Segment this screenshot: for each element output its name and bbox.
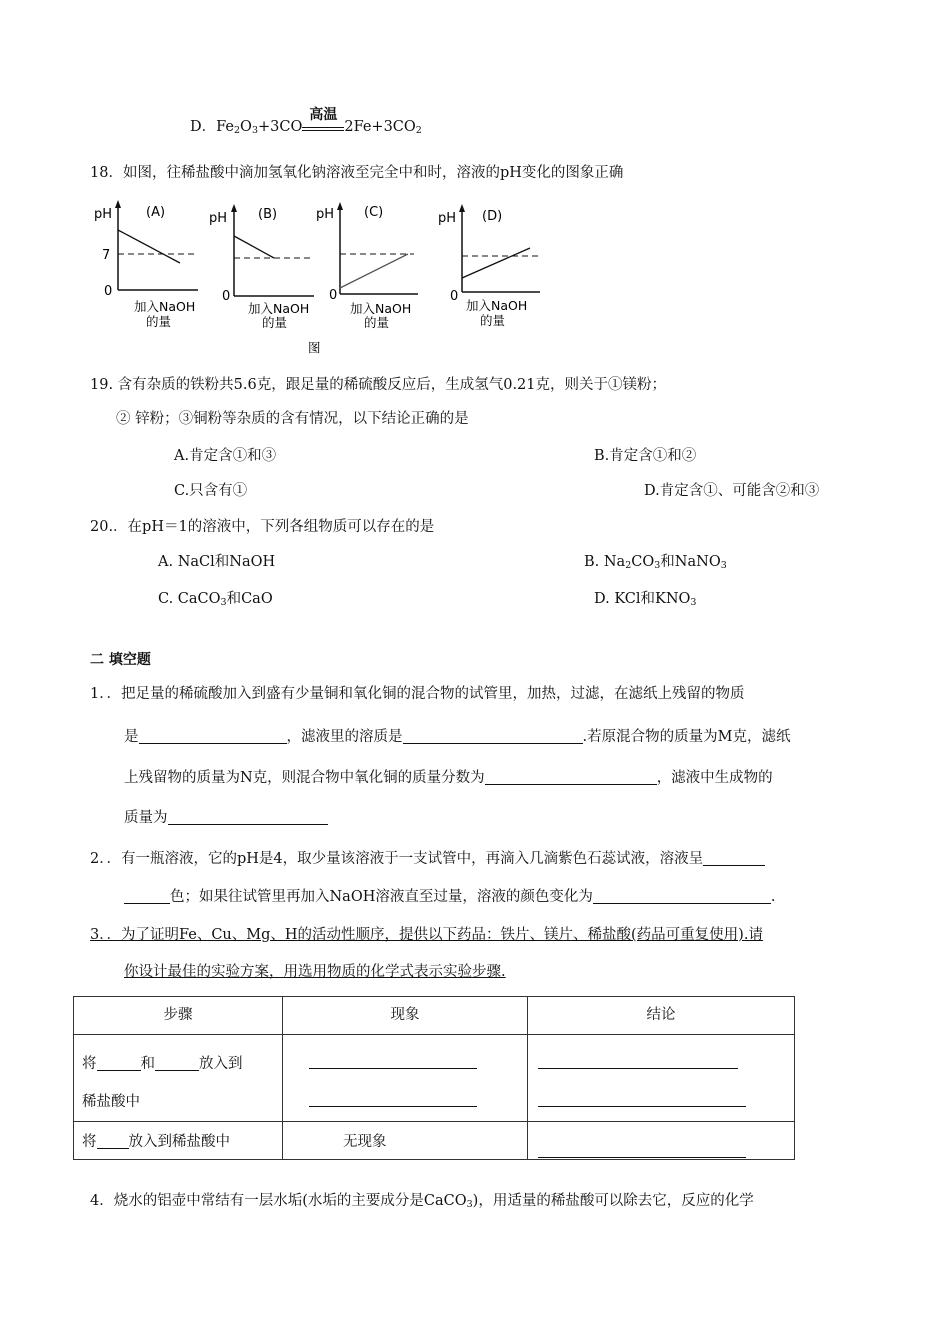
graph-c-zero: 0 bbox=[329, 288, 338, 303]
blank-conclusion-1a[interactable] bbox=[538, 1067, 738, 1069]
q17-option-d: D．$Fe_2O_3+3CO$ 高温 $2Fe+3CO_2$ bbox=[190, 107, 422, 136]
graph-a-zero: 0 bbox=[104, 284, 113, 299]
conclusion-2 bbox=[528, 1122, 795, 1160]
q19-option-a: A.肯定含①和③ bbox=[174, 448, 277, 464]
graph-b-xlabel: 加入NaOH bbox=[248, 301, 310, 316]
graph-d-zero: 0 bbox=[450, 289, 459, 304]
q19-option-b: B.肯定含①和② bbox=[594, 448, 697, 464]
blank-residue[interactable] bbox=[139, 728, 287, 744]
q20-option-d: D. KCl和$KNO_3$ bbox=[594, 591, 697, 608]
graph-a-ylabel: pH bbox=[94, 207, 113, 222]
blank-phenomenon-1b[interactable] bbox=[309, 1105, 477, 1107]
graph-d-xlabel2: 的量 bbox=[480, 313, 506, 328]
header-step: 步骤 bbox=[74, 997, 283, 1035]
step-2: 将 放入到稀盐酸中 bbox=[74, 1122, 283, 1160]
q18-stem: 18．如图，往稀盐酸中滴加氢氧化钠溶液至完全中和时，溶液的pH变化的图象正确 bbox=[90, 165, 624, 181]
blank-metal-1[interactable] bbox=[97, 1055, 141, 1071]
q20-stem: 20.．在pH＝1的溶液中，下列各组物质可以存在的是 bbox=[90, 519, 435, 535]
blank-metal-2[interactable] bbox=[155, 1055, 199, 1071]
graph-b-tag: (B) bbox=[258, 207, 278, 222]
graph-d-xlabel: 加入NaOH bbox=[466, 298, 528, 313]
fill3-line2: 你设计最佳的实验方案，用选用物质的化学式表示实验步骤. bbox=[124, 964, 506, 980]
fill1-line2: 是 ，滤液里的溶质是 .若原混合物的质量为M克，滤纸 bbox=[124, 729, 791, 745]
graph-d-tag: (D) bbox=[482, 209, 503, 224]
graph-a-tag: (A) bbox=[146, 205, 166, 220]
fill2-line2: 色；如果往试管里再加入NaOH溶液直至过量，溶液的颜色变化为 . bbox=[124, 887, 775, 907]
fill1-line3: 上残留物的质量为N克，则混合物中氧化铜的质量分数为 ，滤液中生成物的 bbox=[124, 770, 773, 786]
q20-option-c: C. CaCO$_3$和CaO bbox=[158, 591, 273, 608]
graph-c-xlabel: 加入NaOH bbox=[350, 301, 412, 316]
section-title: 二 填空题 bbox=[90, 652, 151, 668]
blank-color-1[interactable] bbox=[703, 850, 765, 866]
q19-option-c: C.只含有① bbox=[174, 483, 248, 499]
graph-c-tag: (C) bbox=[364, 205, 384, 220]
q19-option-d: D.肯定含①、可能含②和③ bbox=[644, 483, 820, 499]
blank-conclusion-2[interactable] bbox=[538, 1156, 746, 1158]
experiment-table bbox=[73, 996, 795, 1160]
graph-c-xlabel2: 的量 bbox=[364, 315, 390, 330]
blank-metal-3[interactable] bbox=[97, 1133, 129, 1149]
graph-c-ylabel: pH bbox=[316, 207, 335, 222]
fill1-line4: 质量为 bbox=[124, 808, 328, 828]
header-conclusion: 结论 bbox=[528, 997, 795, 1035]
q19-line2: ② 锌粉；③铜粉等杂质的含有情况，以下结论正确的是 bbox=[116, 411, 469, 427]
graph-a-xlabel2: 的量 bbox=[146, 314, 172, 329]
fill1-line1: 1．．把足量的稀硫酸加入到盛有少量铜和氧化铜的混合物的试管里，加热，过滤，在滤纸上残留的物质 bbox=[90, 686, 745, 702]
step-1: 将 和 放入到 稀盐酸中 bbox=[74, 1035, 283, 1122]
q18-graphs bbox=[88, 196, 558, 356]
q19-line1: 19. 含有杂质的铁粉共5.6克，跟足量的稀硫酸反应后，生成氢气0.21克，则关于①镁粉； bbox=[90, 377, 667, 393]
header-phenomenon: 现象 bbox=[283, 997, 528, 1035]
blank-solute[interactable] bbox=[403, 728, 583, 744]
graph-d-ylabel: pH bbox=[438, 211, 457, 226]
fill3-line1: 3．．为了证明Fe、Cu、Mg、H的活动性顺序，提供以下药品：铁片、镁片、稀盐酸(药品可重复使用).请 bbox=[90, 927, 763, 943]
graph-a-seven: 7 bbox=[102, 248, 111, 263]
reaction-condition: 高温 bbox=[309, 107, 338, 123]
blank-mass-fraction[interactable] bbox=[485, 769, 657, 785]
blank-color-2[interactable] bbox=[124, 888, 170, 904]
blank-phenomenon-1a[interactable] bbox=[309, 1067, 477, 1069]
graph-d bbox=[438, 204, 540, 328]
phenomenon-2: 无现象 bbox=[283, 1122, 528, 1160]
fill2-line1: 2．．有一瓶溶液，它的pH是4，取少量该溶液于一支试管中，再滴入几滴紫色石蕊试液，溶液呈 bbox=[90, 849, 765, 869]
figure-caption: 图 bbox=[308, 340, 321, 355]
graph-b-zero: 0 bbox=[222, 289, 231, 304]
fill4-line1: 4．烧水的铝壶中常结有一层水垢(水垢的主要成分是CaCO$_3$)，用适量的稀盐酸可以除去它，反应的化学 bbox=[90, 1193, 754, 1210]
q20-option-b: B. $Na_2CO_3$和NaNO$_3$ bbox=[584, 554, 727, 571]
blank-product-mass[interactable] bbox=[168, 809, 328, 825]
phenomenon-1 bbox=[283, 1035, 528, 1122]
graph-b-ylabel: pH bbox=[209, 211, 228, 226]
graph-b-xlabel2: 的量 bbox=[262, 315, 288, 330]
conclusion-1 bbox=[528, 1035, 795, 1122]
graph-a-xlabel: 加入NaOH bbox=[134, 299, 196, 314]
blank-color-change[interactable] bbox=[593, 888, 771, 904]
graph-b bbox=[209, 204, 314, 330]
blank-conclusion-1b[interactable] bbox=[538, 1105, 746, 1107]
q20-option-a: A. NaCl和NaOH bbox=[158, 554, 276, 570]
graph-c bbox=[316, 202, 418, 330]
graph-a bbox=[94, 200, 198, 329]
